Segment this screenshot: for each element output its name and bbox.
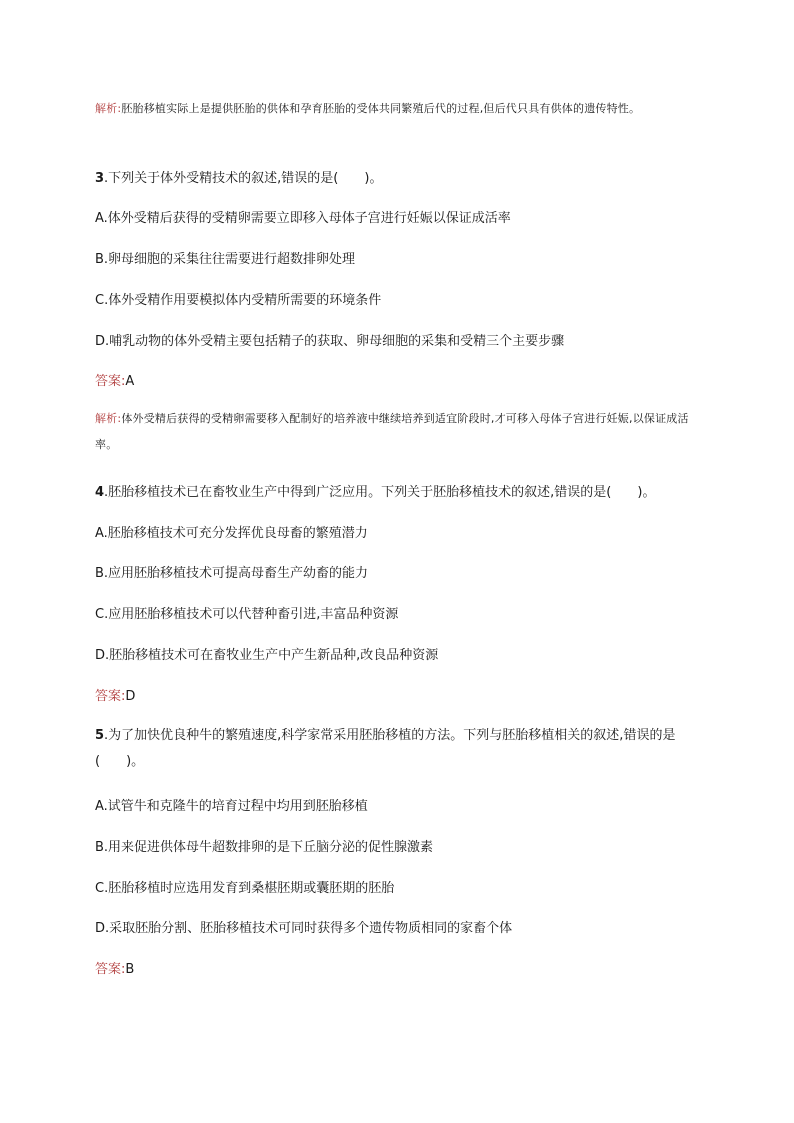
q2-explanation [95,96,701,122]
q4-option-c: C.应用胚胎移植技术可以代替种畜引进,丰富品种资源 [95,607,399,622]
q4-answer [95,688,701,706]
q5-answer-value: B [125,962,135,977]
q3-option-a: A.体外受精后获得的受精卵需要立即移入母体子宫进行妊娠以保证成活率 [95,211,511,226]
q4-option-d: D.胚胎移植技术可在畜牧业生产中产生新品种,改良品种资源 [95,648,439,663]
answer-label: 答案: [95,962,126,977]
q2-explanation-text: 胚胎移植实际上是提供胚胎的供体和孕育胚胎的受体共同繁殖后代的过程,但后代只具有供体的遗传特性。 [121,102,641,115]
q5-option-b: B.用来促进供体母牛超数排卵的是下丘脑分泌的促性腺激素 [95,840,434,855]
answer-label: 答案: [95,689,126,704]
q3-stem-text: .下列关于体外受精技术的叙述,错误的是( )。 [104,171,383,186]
q3-option-b: B.卵母细胞的采集往往需要进行超数排卵处理 [95,252,356,267]
explanation-label: 解析: [95,412,122,425]
q4-stem-text: .胚胎移植技术已在畜牧业生产中得到广泛应用。下列关于胚胎移植技术的叙述,错误的是( )。 [104,485,656,500]
q3-stem [95,170,701,188]
q5-option-a: A.试管牛和克隆牛的培育过程中均用到胚胎移植 [95,799,368,814]
q3-number: 3 [95,171,105,186]
answer-label: 答案: [95,374,126,389]
q3-answer-value: A [125,374,135,389]
q3-option-c: C.体外受精作用要模拟体内受精所需要的环境条件 [95,293,382,308]
q3-option-d: D.哺乳动物的体外受精主要包括精子的获取、卵母细胞的采集和受精三个主要步骤 [95,334,565,349]
q3-explanation [95,406,701,458]
q5-number: 5 [95,728,105,743]
q5-option-d: D.采取胚胎分割、胚胎移植技术可同时获得多个遗传物质相同的家畜个体 [95,921,513,936]
q3-answer [95,373,701,391]
q4-stem [95,484,701,502]
q5-stem-text: .为了加快优良种牛的繁殖速度,科学家常采用胚胎移植的方法。下列与胚胎移植相关的叙述,错误的是( )。 [95,728,676,769]
q3-explanation-text: 体外受精后获得的受精卵需要移入配制好的培养液中继续培养到适宜阶段时,才可移入母体子宫进行妊娠,以保证成活率。 [95,412,689,451]
q4-option-b: B.应用胚胎移植技术可提高母畜生产幼畜的能力 [95,566,369,581]
q4-option-a: A.胚胎移植技术可充分发挥优良母畜的繁殖潜力 [95,526,368,541]
explanation-label: 解析: [95,102,122,115]
q5-option-c: C.胚胎移植时应选用发育到桑椹胚期或囊胚期的胚胎 [95,881,395,896]
q5-stem [95,723,707,775]
q5-answer [95,961,701,979]
q4-number: 4 [95,485,105,500]
q4-answer-value: D [125,689,136,704]
